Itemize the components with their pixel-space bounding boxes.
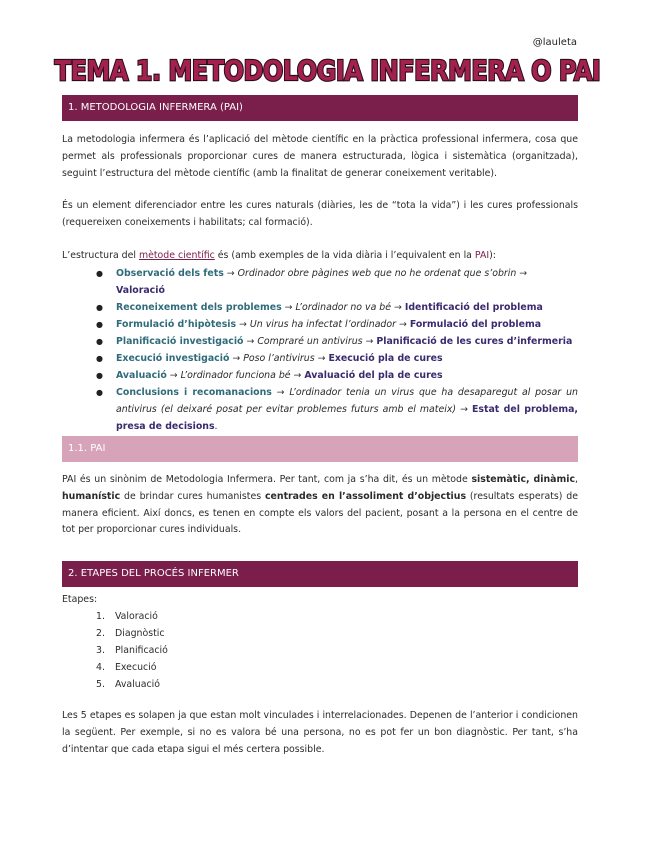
step-term: Planificació investigació xyxy=(116,336,244,347)
etapa-number: 4. xyxy=(96,662,105,673)
arrow-glyph: → xyxy=(243,336,258,347)
arrow-glyph: → xyxy=(271,387,290,398)
paragraph-structure-intro xyxy=(62,248,578,265)
paragraph-pai xyxy=(62,472,578,539)
pai-text-3: de brindar cures humanistes xyxy=(120,490,265,502)
section-heading-metodologia: 1. METODOLOGIA INFERMERA (PAI) xyxy=(62,95,578,121)
pai-term: PAI xyxy=(474,250,490,261)
structure-intro-post: ): xyxy=(489,250,496,261)
paragraph-definition: La metodologia infermera és l’aplicació del mètode científic en la pràctica professional infermera, cosa que permet als professionals proporcionar cures de manera estructurada, lògica i sistemàtica (organitzada), seguint l’estructura del mètode científic (amb la finalitat de generar coneixement veritable). xyxy=(62,134,578,179)
list-item xyxy=(62,676,168,693)
step-term: Execució investigació xyxy=(116,353,230,364)
step-end: . xyxy=(214,421,218,432)
arrow-glyph: → xyxy=(314,353,329,364)
step-example: Un virus ha infectat l’ordinador xyxy=(249,319,396,330)
step-term: Conclusions i recomanacions xyxy=(116,387,272,398)
arrow-glyph: → xyxy=(229,353,244,364)
section-heading-etapes: 2. ETAPES DEL PROCÉS INFERMER xyxy=(62,561,578,587)
arrow-glyph: → xyxy=(391,302,405,313)
list-item xyxy=(62,367,578,384)
method-steps-list xyxy=(62,265,578,435)
arrow-glyph: → xyxy=(456,404,473,415)
etapa-number: 2. xyxy=(96,628,105,639)
step-term: Reconeixement dels problemes xyxy=(116,302,282,313)
etapa-number: 1. xyxy=(96,611,105,622)
list-item xyxy=(62,642,168,659)
step-pai: Valoració xyxy=(116,285,165,296)
step-example: L’ordinador funciona bé xyxy=(180,370,291,381)
list-item xyxy=(62,625,168,642)
etapes-intro: Etapes: xyxy=(62,594,98,605)
pai-text-4: (resultats esperats) de manera eficient. Així doncs, es tenen en compte els valors del pacient, posant a la persona en el centre de tot per proporcionar cures individuals. xyxy=(62,490,578,536)
pai-text-1: PAI és un sinònim de Metodologia Infermera. Per tant, com ja s’ha dit, és un mètode xyxy=(62,474,472,485)
section-heading-pai: 1.1. PAI xyxy=(62,436,578,462)
step-pai: Formulació del problema xyxy=(409,319,542,330)
step-pai: Estat del problema, presa de decisions xyxy=(116,404,578,432)
step-example: Ordinador obre pàgines web que no he ordenat que s’obrin xyxy=(237,268,517,279)
paragraph-differentiator: És un element diferenciador entre les cures naturals (diàries, les de “tota la vida”) i les cures professionals (requereixen coneixements i habilitats; cal formació). xyxy=(62,200,578,228)
step-term: Formulació d’hipòtesis xyxy=(116,319,237,330)
etapa-label: Avaluació xyxy=(115,679,160,690)
pai-text-2: , xyxy=(575,474,578,485)
arrow-glyph: → xyxy=(290,370,305,381)
arrow-glyph: → xyxy=(223,268,238,279)
list-item xyxy=(62,333,578,350)
pai-bold-2: humanístic xyxy=(62,490,121,502)
list-item xyxy=(62,608,168,625)
arrow-glyph: → xyxy=(166,370,181,381)
paragraph-etapes-closing: Les 5 etapes es solapen ja que estan molt vinculades i interrelacionades. Depenen de l’anterior i condicionen la següent. Per exemple, si no es valora bé una persona, no es pot fer un bon diagnòstic. Per tant, s’ha d’intentar que cada etapa sigui el més certera possible. xyxy=(62,710,578,755)
arrow-glyph: → xyxy=(236,319,250,330)
list-item xyxy=(62,299,578,316)
list-item xyxy=(62,659,168,676)
etapa-label: Diagnòstic xyxy=(115,628,165,639)
step-pai: Identificació del problema xyxy=(404,302,543,313)
step-pai: Execució pla de cures xyxy=(328,353,443,364)
step-example: Compraré un antivirus xyxy=(257,336,363,347)
pai-bold-1: sistemàtic, dinàmic xyxy=(471,474,576,485)
arrow-glyph: → xyxy=(395,319,410,330)
page-title: TEMA 1. METODOLOGIA INFERMERA O PAI xyxy=(54,54,601,88)
step-example: L’ordinador no va bé xyxy=(295,302,392,313)
metode-cientific-link[interactable]: mètode científic xyxy=(138,250,215,261)
step-term: Observació dels fets xyxy=(116,268,224,279)
structure-intro-mid: és (amb exemples de la vida diària i l’equivalent en la xyxy=(214,250,475,261)
arrow-glyph: → xyxy=(281,302,296,313)
arrow-glyph: → xyxy=(362,336,377,347)
step-example: Poso l’antivirus xyxy=(243,353,315,364)
pai-bold-3: centrades en l’assoliment d’objectius xyxy=(264,490,467,502)
etapa-label: Valoració xyxy=(115,611,158,622)
structure-intro-pre: L’estructura del xyxy=(62,250,139,261)
step-pai: Avaluació del pla de cures xyxy=(304,370,443,381)
list-item xyxy=(62,384,578,435)
etapes-list xyxy=(62,608,168,693)
etapa-label: Execució xyxy=(115,662,157,673)
etapa-number: 5. xyxy=(96,679,105,690)
etapa-number: 3. xyxy=(96,645,105,656)
step-example: L’ordinador tenia un virus que ha desaparegut al posar un antivirus (el deixaré posat per evitar problemes futurs amb el mateix) xyxy=(116,387,578,415)
list-item xyxy=(62,316,578,333)
etapa-label: Planificació xyxy=(115,645,168,656)
author-handle: @lauleta xyxy=(532,37,577,48)
list-item xyxy=(62,265,578,299)
step-term: Avaluació xyxy=(116,370,167,381)
arrow-glyph: → xyxy=(516,268,528,279)
step-pai: Planificació de les cures d’infermeria xyxy=(376,336,573,347)
list-item xyxy=(62,350,578,367)
